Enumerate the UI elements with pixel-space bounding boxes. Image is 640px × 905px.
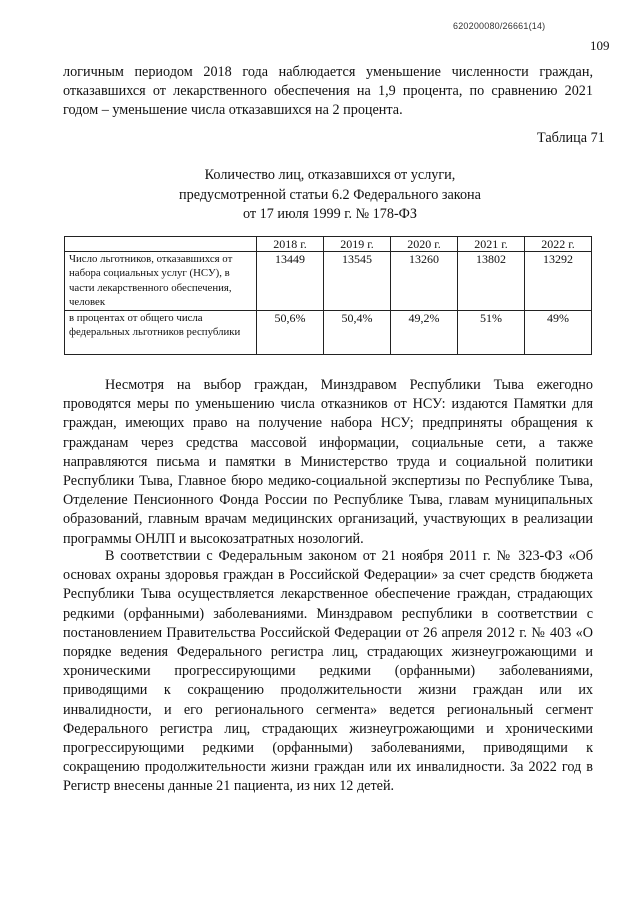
table-row-label: Число льготников, отказавшихся от набора социальных услуг (НСУ), в части лекарственного обеспечения, человек xyxy=(65,252,257,311)
table-row-label: в процентах от общего числа федеральных льготников республики xyxy=(65,310,257,354)
table-header-cell: 2022 г. xyxy=(525,237,592,252)
table-title-line: предусмотренной статьи 6.2 Федерального закона xyxy=(179,186,481,203)
table-header-cell: 2021 г. xyxy=(458,237,525,252)
federal-law-paragraph: В соответствии с Федеральным законом от 21 ноября 2011 г. № 323-ФЗ «Об основах охраны здоровья граждан в Российской Федерации» за счет средств бюджета Республики Тыва осуществляется лекарственное обеспечение граждан, страдающих редкими (орфанными) заболеваниями. Минздравом республики в соответствии с постановлением Правительства Российской Федерации от 26 апреля 2012 г. № 403 «О порядке ведения Федерального регистра лиц, страдающих жизнеугрожающими и хроническими прогрессирующими редкими (орфанными) заболеваниями, приводящими к сокращению продолжительности жизни граждан или их инвалидности, и его регионального сегмента» ведется региональный сегмент Федерального регистра лиц, страдающих жизнеугрожающими и хроническими прогрессирующими редкими (орфанными) заболеваниями, приводящими к сокращению продолжительности жизни граждан или их инвалидности. За 2022 год в Регистр внесены данные 21 пациента, из них 12 детей. xyxy=(63,548,593,795)
table-cell: 51% xyxy=(458,310,525,354)
table-cell: 13802 xyxy=(458,252,525,311)
table-cell: 50,6% xyxy=(257,310,324,354)
table-header-cell: 2020 г. xyxy=(391,237,458,252)
table-cell: 13260 xyxy=(391,252,458,311)
table-cell: 50,4% xyxy=(324,310,391,354)
table-label: Таблица 71 xyxy=(537,130,605,146)
table-row xyxy=(65,310,592,354)
table-title xyxy=(120,166,540,225)
table-header-row xyxy=(65,237,592,252)
table-cell: 13292 xyxy=(525,252,592,311)
page-number: 109 xyxy=(590,38,610,53)
table-cell: 13545 xyxy=(324,252,391,311)
table-header-cell: 2018 г. xyxy=(257,237,324,252)
table-cell: 13449 xyxy=(257,252,324,311)
document-id: 620200080/26661(14) xyxy=(453,21,546,31)
table-title-line: от 17 июля 1999 г. № 178-ФЗ xyxy=(242,206,418,222)
table-header-cell: 2019 г. xyxy=(324,237,391,252)
table-header-cell xyxy=(65,237,257,252)
measures-paragraph: Несмотря на выбор граждан, Минздравом Республики Тыва ежегодно проводятся меры по уменьшению числа отказников от НСУ: издаются Памятки для граждан, имеющих право на получение набора НСУ; предприняты обращения к гражданам через средства массовой информации, социальные сети, а также направляются письма и памятки в Министерство труда и социальной политики Республики Тыва, Главное бюро медико-социальной экспертизы по Республике Тыва, Отделение Пенсионного Фонда России по Республике Тыва, главам муниципальных образований, главным врачам медицинских организаций, участвующих в реализации программы ОНЛП и высокозатратных нозологий. xyxy=(63,377,593,547)
refusal-stats-table xyxy=(64,236,592,355)
table-cell: 49% xyxy=(525,310,592,354)
table-row xyxy=(65,252,592,311)
intro-paragraph: логичным периодом 2018 года наблюдается уменьшение численности граждан, отказавшихся от лекарственного обеспечения на 1,9 процента, по сравнению 2021 годом – уменьшение числа отказавшихся на 2 процента. xyxy=(63,64,593,119)
table-title-line: Количество лиц, отказавшихся от услуги, xyxy=(204,167,456,183)
table-cell: 49,2% xyxy=(391,310,458,354)
